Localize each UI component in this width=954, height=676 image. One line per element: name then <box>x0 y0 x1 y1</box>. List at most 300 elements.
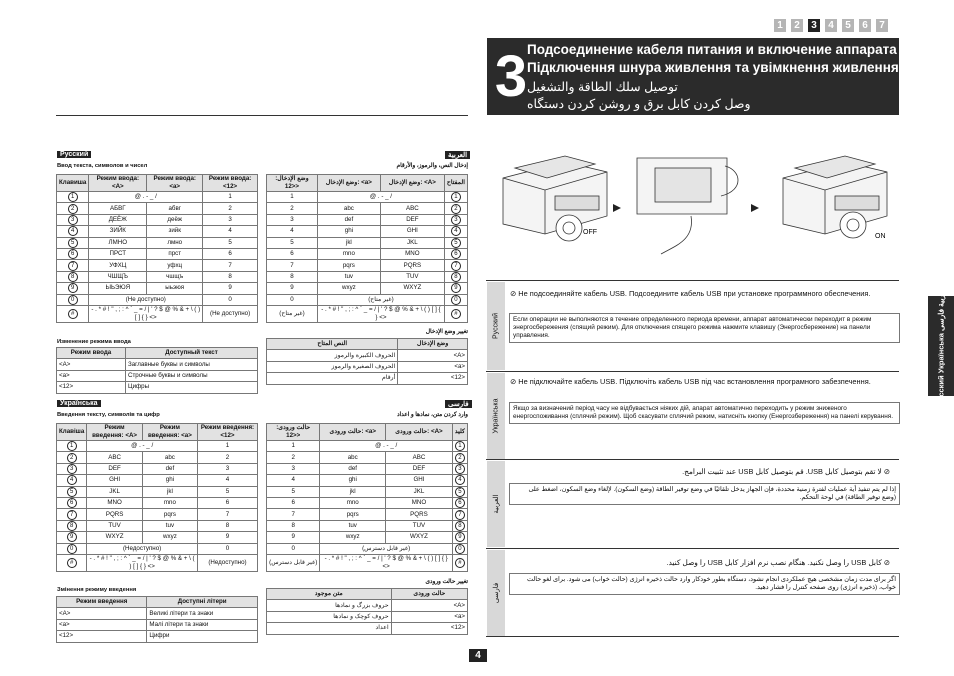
table-cell: - . * # ! " , ; : ^ ` _ = / | ' ? $ @ % & + \ ( ) [ ] { } <> <box>89 305 203 322</box>
table-row <box>57 509 258 520</box>
table-cell: abc <box>317 203 380 214</box>
step-6: 6 <box>859 19 871 32</box>
uk-mode-table <box>56 596 258 643</box>
table-cell: 2 <box>197 452 257 463</box>
key-cell <box>444 260 467 271</box>
table-cell: АБВГ <box>89 203 147 214</box>
key-circle-icon: 5 <box>68 238 78 248</box>
warn-side-uk-text: Українська <box>492 398 500 434</box>
column-header: متن موجود <box>267 589 392 600</box>
table-cell: 9 <box>197 532 257 543</box>
table-cell: 5 <box>267 486 320 497</box>
key-circle-icon: # <box>68 309 78 319</box>
table-cell: WXYZ <box>87 532 143 543</box>
warn-divider-1 <box>486 280 899 281</box>
key-circle-icon: 1 <box>455 441 465 451</box>
table-cell: <A> <box>57 608 147 619</box>
table-cell: الحروف الكبيرة والرموز <box>267 350 398 361</box>
warning-icon: ⊘ <box>510 289 519 298</box>
key-circle-icon: 6 <box>455 498 465 508</box>
table-row <box>57 520 258 531</box>
table-cell: 2 <box>267 203 318 214</box>
column-header: وضع الإدخال: <A> <box>380 175 444 192</box>
table-row <box>267 452 468 463</box>
table-cell: mno <box>317 248 380 259</box>
table-cell: jkl <box>320 486 386 497</box>
key-cell <box>444 203 467 214</box>
table-row <box>267 214 468 225</box>
power-button-off <box>556 215 582 241</box>
mode-row <box>267 623 468 634</box>
warn-side-fa-text: فارسی <box>493 582 500 604</box>
column-header: حالت ورودی: <a> <box>320 424 386 441</box>
table-cell: 8 <box>197 520 257 531</box>
key-cell <box>57 203 89 214</box>
table-cell: <a> <box>57 619 147 630</box>
mode-row <box>267 600 468 611</box>
key-cell <box>57 509 87 520</box>
table-cell: JKL <box>87 486 143 497</box>
table-row <box>57 441 258 452</box>
key-circle-icon: 1 <box>67 441 77 451</box>
table-row <box>57 305 258 322</box>
table-cell: JKL <box>386 486 453 497</box>
mode-row <box>267 350 468 361</box>
key-circle-icon: 8 <box>68 272 78 282</box>
column-header: Режим ввода: <A> <box>89 175 147 192</box>
table-cell: - . * # ! " , ; : ^ ` _ = / | ' ? $ @ % & + \ ( ) [ ] { } <> <box>320 554 452 571</box>
table-cell: <A> <box>57 359 126 370</box>
warn-side-uk <box>487 373 505 459</box>
table-cell: <12> <box>398 373 468 384</box>
divider <box>56 115 468 116</box>
lang-label-uk: Українська <box>57 400 101 407</box>
key-circle-icon: 1 <box>68 192 78 202</box>
step-3: 3 <box>808 19 820 32</box>
column-header: Режим введення: <12> <box>197 424 257 441</box>
key-circle-icon: 5 <box>455 487 465 497</box>
key-cell <box>57 283 89 294</box>
table-row <box>57 192 258 203</box>
key-circle-icon: 4 <box>455 475 465 485</box>
table-cell: 7 <box>267 509 320 520</box>
table-cell: <12> <box>391 623 467 634</box>
ar-mode-heading: تغيير وضع الإدخال <box>425 329 468 335</box>
table-cell: 3 <box>267 463 320 474</box>
table-cell: 8 <box>267 271 318 282</box>
mode-row <box>57 359 258 370</box>
ru-mode-heading: Изменение режима ввода <box>57 339 131 345</box>
key-cell <box>452 543 467 554</box>
title-ru: Подсоединение кабеля питания и включение аппарата <box>527 42 897 57</box>
table-row <box>57 475 258 486</box>
table-cell: pqrs <box>142 509 197 520</box>
table-row <box>267 532 468 543</box>
table-cell: ЧШЩЪ <box>89 271 147 282</box>
ru-mode-table <box>56 347 258 394</box>
column-header: حالت ورودی: <12> <box>267 424 320 441</box>
table-cell: (غیر قابل دسترس) <box>320 543 452 554</box>
table-cell: 7 <box>267 260 318 271</box>
table-cell: (غير متاح) <box>317 294 444 305</box>
table-cell: أرقام <box>267 373 398 384</box>
table-cell: 9 <box>267 283 318 294</box>
uk-key-table <box>56 423 258 572</box>
key-cell <box>57 532 87 543</box>
page-number: 4 <box>469 649 487 662</box>
power-button-on <box>840 212 866 238</box>
table-row <box>57 463 258 474</box>
table-cell: GHI <box>386 475 453 486</box>
table-cell: лмно <box>147 237 203 248</box>
table-cell: TUV <box>380 271 444 282</box>
table-cell: (Недоступно) <box>197 554 257 571</box>
mode-row <box>267 373 468 384</box>
table-cell: اعداد <box>267 623 392 634</box>
table-cell: 6 <box>267 248 318 259</box>
mode-row <box>267 361 468 372</box>
key-cell <box>452 532 467 543</box>
table-cell: 4 <box>197 475 257 486</box>
table-row <box>57 226 258 237</box>
title-uk: Підключення шнура живлення та увімкнення живлення <box>527 60 899 75</box>
table-cell: PQRS <box>380 260 444 271</box>
table-cell: pqrs <box>317 260 380 271</box>
key-cell <box>57 497 87 508</box>
table-cell: WXYZ <box>380 283 444 294</box>
column-header: وضع الإدخال: <a> <box>317 175 380 192</box>
table-cell: 8 <box>203 271 258 282</box>
key-cell <box>57 554 87 571</box>
table-cell: TUV <box>386 520 453 531</box>
table-cell: حروف کوچک و نمادها <box>267 611 392 622</box>
mode-header-row <box>57 597 258 608</box>
key-circle-icon: 6 <box>68 249 78 259</box>
warn-ru-box: Если операции не выполняются в течение определенного периода времени, аппарат автоматически переходит в режим энергосбережения (спящий режим). Для отключения спящего режима нажмите клавишу (Энергосбережение) на панели управления. <box>509 313 900 343</box>
table-cell: GHI <box>87 475 143 486</box>
table-row <box>57 237 258 248</box>
table-cell: PQRS <box>87 509 143 520</box>
key-cell <box>452 520 467 531</box>
table-cell: wxyz <box>142 532 197 543</box>
key-circle-icon: 0 <box>67 544 77 554</box>
table-cell: jkl <box>317 237 380 248</box>
key-cell <box>57 452 87 463</box>
table-row <box>267 283 468 294</box>
table-row <box>57 554 258 571</box>
table-cell: 3 <box>203 214 258 225</box>
table-cell: tuv <box>142 520 197 531</box>
table-row <box>267 237 468 248</box>
key-circle-icon: 9 <box>68 283 78 293</box>
key-cell <box>57 520 87 531</box>
mode-header-row <box>267 339 468 350</box>
fa-key-table <box>266 423 468 572</box>
warn-fa-box: اگر برای مدت زمان مشخصی هیچ عملکردی انجام نشود، دستگاه بطور خودکار وارد حالت ذخیره انرژی (حالت خواب) می شود. برای لغو حالت خواب، (ذخیره انرژی) روی صفحه کنترل را فشار دهید. <box>509 573 900 595</box>
step-7: 7 <box>876 19 888 32</box>
table-cell: tuv <box>317 271 380 282</box>
table-cell: 6 <box>197 497 257 508</box>
table-row <box>57 203 258 214</box>
table-row <box>267 248 468 259</box>
key-cell <box>452 509 467 520</box>
table-cell: 6 <box>203 248 258 259</box>
step-5: 5 <box>842 19 854 32</box>
ru-key-table <box>56 174 258 323</box>
key-cell <box>444 248 467 259</box>
key-circle-icon: 7 <box>455 510 465 520</box>
table-cell: TUV <box>87 520 143 531</box>
printer-back-image <box>637 158 738 254</box>
key-circle-icon: 8 <box>455 521 465 531</box>
printer-on-image <box>783 156 887 234</box>
table-row <box>267 226 468 237</box>
table-cell: 8 <box>267 520 320 531</box>
column-header: المفتاح <box>444 175 467 192</box>
key-cell <box>452 486 467 497</box>
warn-ar-box: إذا لم يتم تنفيذ أية عمليات لفترة زمنية محددة، فإن الجهاز يدخل تلقائيًا في وضع توفير الطاقة (وضع السكون). لإلغاء وضع السكون، اضغط على (وضع توفير الطاقة) في لوحة التحكم. <box>509 483 900 505</box>
power-connection-illustration <box>495 150 900 260</box>
table-cell: ghi <box>317 226 380 237</box>
table-row <box>267 509 468 520</box>
table-cell: 1 <box>203 192 258 203</box>
warn-ru-text: Не подсоединяйте кабель USB. Подсоедините кабель USB при установке программного обеспечения. <box>518 289 871 298</box>
table-row <box>267 475 468 486</box>
key-cell <box>57 260 89 271</box>
table-cell: Цифры <box>126 382 258 393</box>
table-cell: 4 <box>203 226 258 237</box>
table-cell: - . * # ! " , ; : ^ ` _ = / | ' ? $ @ % & + \ ( ) [ ] { } <> <box>87 554 198 571</box>
key-circle-icon: # <box>67 558 77 568</box>
key-circle-icon: 4 <box>67 475 77 485</box>
key-circle-icon: 2 <box>67 453 77 463</box>
key-cell <box>57 192 89 203</box>
table-row <box>57 532 258 543</box>
step-navigation <box>774 19 888 32</box>
table-cell: (Не доступно) <box>89 294 203 305</box>
table-row <box>267 203 468 214</box>
key-cell <box>452 554 467 571</box>
table-cell: tuv <box>320 520 386 531</box>
table-cell: ДЕЁЖ <box>89 214 147 225</box>
key-cell <box>57 305 89 322</box>
table-cell: ghi <box>320 475 386 486</box>
off-label: OFF <box>583 229 597 236</box>
key-cell <box>444 283 467 294</box>
column-header: Режим введення: <A> <box>87 424 143 441</box>
ar-key-table <box>266 174 468 323</box>
table-cell: 5 <box>197 486 257 497</box>
table-cell: - . * # ! " , ; : ^ ` _ = / | ' ? $ @ % & + \ ( ) [ ] { } <> <box>317 305 444 322</box>
key-cell <box>444 305 467 322</box>
column-header: Режим ввода <box>57 348 126 359</box>
table-cell: 9 <box>203 283 258 294</box>
step-2: 2 <box>791 19 803 32</box>
table-cell: деёж <box>147 214 203 225</box>
table-cell: Заглавные буквы и символы <box>126 359 258 370</box>
table-cell: GHI <box>380 226 444 237</box>
key-cell <box>452 441 467 452</box>
key-circle-icon: 5 <box>451 238 461 248</box>
table-row <box>57 271 258 282</box>
warning-icon: ⊘ <box>510 377 519 386</box>
table-cell: 0 <box>203 294 258 305</box>
warning-icon: ⊘ <box>881 558 890 567</box>
table-cell: DEF <box>380 214 444 225</box>
table-cell: ЗИЙК <box>89 226 147 237</box>
key-circle-icon: 1 <box>451 192 461 202</box>
warn-side-ar <box>487 461 505 547</box>
table-row <box>57 294 258 305</box>
table-cell: ABC <box>386 452 453 463</box>
key-circle-icon: 9 <box>455 532 465 542</box>
table-row <box>267 520 468 531</box>
warn-fa-text: کابل USB را وصل نکنید. هنگام نصب نرم افزار کابل USB را وصل کنید. <box>666 558 882 567</box>
key-cell <box>444 226 467 237</box>
table-cell: MNO <box>87 497 143 508</box>
uk-heading: Введення тексту, символів та цифр <box>57 412 160 418</box>
ar-mode-table <box>266 338 468 385</box>
key-circle-icon: 2 <box>451 204 461 214</box>
table-cell: 5 <box>267 237 318 248</box>
table-row <box>57 543 258 554</box>
key-cell <box>452 475 467 486</box>
table-cell: Строчные буквы и символы <box>126 370 258 381</box>
table-row <box>267 497 468 508</box>
key-circle-icon: 8 <box>67 521 77 531</box>
table-row <box>57 452 258 463</box>
fa-mode-heading: تغییر حالت ورودی <box>425 579 468 585</box>
key-cell <box>57 271 89 282</box>
warn-ar-line <box>510 467 890 477</box>
table-cell: УФХЦ <box>89 260 147 271</box>
table-row <box>267 554 468 571</box>
table-cell: (غیر قابل دسترس) <box>267 554 320 571</box>
column-header: Доступный текст <box>126 348 258 359</box>
table-cell: حروف بزرگ و نمادها <box>267 600 392 611</box>
key-cell <box>57 486 87 497</box>
warn-fa-line <box>510 558 890 568</box>
table-cell: ыьэюя <box>147 283 203 294</box>
table-cell: def <box>320 463 386 474</box>
key-cell <box>57 475 87 486</box>
table-cell: 7 <box>197 509 257 520</box>
key-circle-icon: 9 <box>67 532 77 542</box>
key-circle-icon: 3 <box>455 464 465 474</box>
fa-mode-table <box>266 588 468 635</box>
ru-heading: Ввод текста, символов и чисел <box>57 163 148 169</box>
key-circle-icon: 0 <box>455 544 465 554</box>
table-cell: الحروف الصغيرة والرموز <box>267 361 398 372</box>
warn-uk-text: Не підключайте кабель USB. Підключіть кабель USB під час встановлення програмного забезпечення. <box>518 377 871 386</box>
table-cell: 1 <box>197 441 257 452</box>
mode-header-row <box>57 348 258 359</box>
key-cell <box>57 248 89 259</box>
key-cell <box>444 294 467 305</box>
key-circle-icon: 9 <box>451 283 461 293</box>
key-circle-icon: 3 <box>67 464 77 474</box>
uk-mode-heading: Змінення режиму введення <box>57 587 137 593</box>
table-cell: ЫЬЭЮЯ <box>89 283 147 294</box>
column-header: وضع الإدخال: <12> <box>267 175 318 192</box>
key-circle-icon: # <box>451 309 461 319</box>
warning-icon: ⊘ <box>881 467 890 476</box>
key-circle-icon: 0 <box>451 295 461 305</box>
table-row <box>57 214 258 225</box>
column-header: Режим введення: <a> <box>142 424 197 441</box>
table-row <box>57 260 258 271</box>
column-header: حالت ورودی: <A> <box>386 424 453 441</box>
key-cell <box>452 463 467 474</box>
table-cell: DEF <box>386 463 453 474</box>
key-cell <box>57 441 87 452</box>
table-cell: 4 <box>267 226 318 237</box>
arrow-right-icon <box>613 204 621 212</box>
table-cell: 0 <box>267 294 318 305</box>
table-cell: чшщъ <box>147 271 203 282</box>
table-cell: abc <box>142 452 197 463</box>
table-row <box>57 486 258 497</box>
table-cell: прст <box>147 248 203 259</box>
table-cell: (Не доступно) <box>203 305 258 322</box>
column-header: وضع الإدخال <box>398 339 468 350</box>
table-cell: jkl <box>142 486 197 497</box>
lang-label-fa: فارسی <box>445 400 472 408</box>
table-cell: 5 <box>203 237 258 248</box>
table-cell: <a> <box>398 361 468 372</box>
key-cell <box>444 271 467 282</box>
key-cell <box>452 497 467 508</box>
table-cell: ABC <box>87 452 143 463</box>
lang-label-ar: العربية <box>445 151 470 159</box>
step-1: 1 <box>774 19 786 32</box>
mode-row <box>57 631 258 642</box>
table-header-row <box>267 424 468 441</box>
title-fa: وصل کردن کابل برق و روشن کردن دستگاه <box>527 97 751 111</box>
table-cell: <12> <box>57 382 126 393</box>
table-cell: 0 <box>197 543 257 554</box>
column-header: النص المتاح <box>267 339 398 350</box>
table-cell: <A> <box>398 350 468 361</box>
table-row <box>267 463 468 474</box>
key-cell <box>57 463 87 474</box>
table-cell: def <box>142 463 197 474</box>
table-cell: <a> <box>57 370 126 381</box>
warn-ru-line <box>510 289 890 299</box>
key-circle-icon: 2 <box>68 204 78 214</box>
table-cell: уфхц <box>147 260 203 271</box>
warn-divider-3 <box>486 459 899 460</box>
warn-side-ru <box>487 282 505 370</box>
key-circle-icon: 0 <box>68 295 78 305</box>
key-cell <box>444 214 467 225</box>
mode-row <box>57 619 258 630</box>
key-cell <box>444 192 467 203</box>
table-cell: JKL <box>380 237 444 248</box>
mode-row <box>57 608 258 619</box>
mode-row <box>267 611 468 622</box>
table-cell: <12> <box>57 631 147 642</box>
table-cell: 7 <box>203 260 258 271</box>
table-cell: ЛМНО <box>89 237 147 248</box>
table-row <box>267 271 468 282</box>
key-circle-icon: 2 <box>455 453 465 463</box>
column-header: Режим введення <box>57 597 147 608</box>
table-cell: abc <box>320 452 386 463</box>
table-row <box>267 543 468 554</box>
table-cell: абвг <box>147 203 203 214</box>
key-circle-icon: 3 <box>68 215 78 225</box>
